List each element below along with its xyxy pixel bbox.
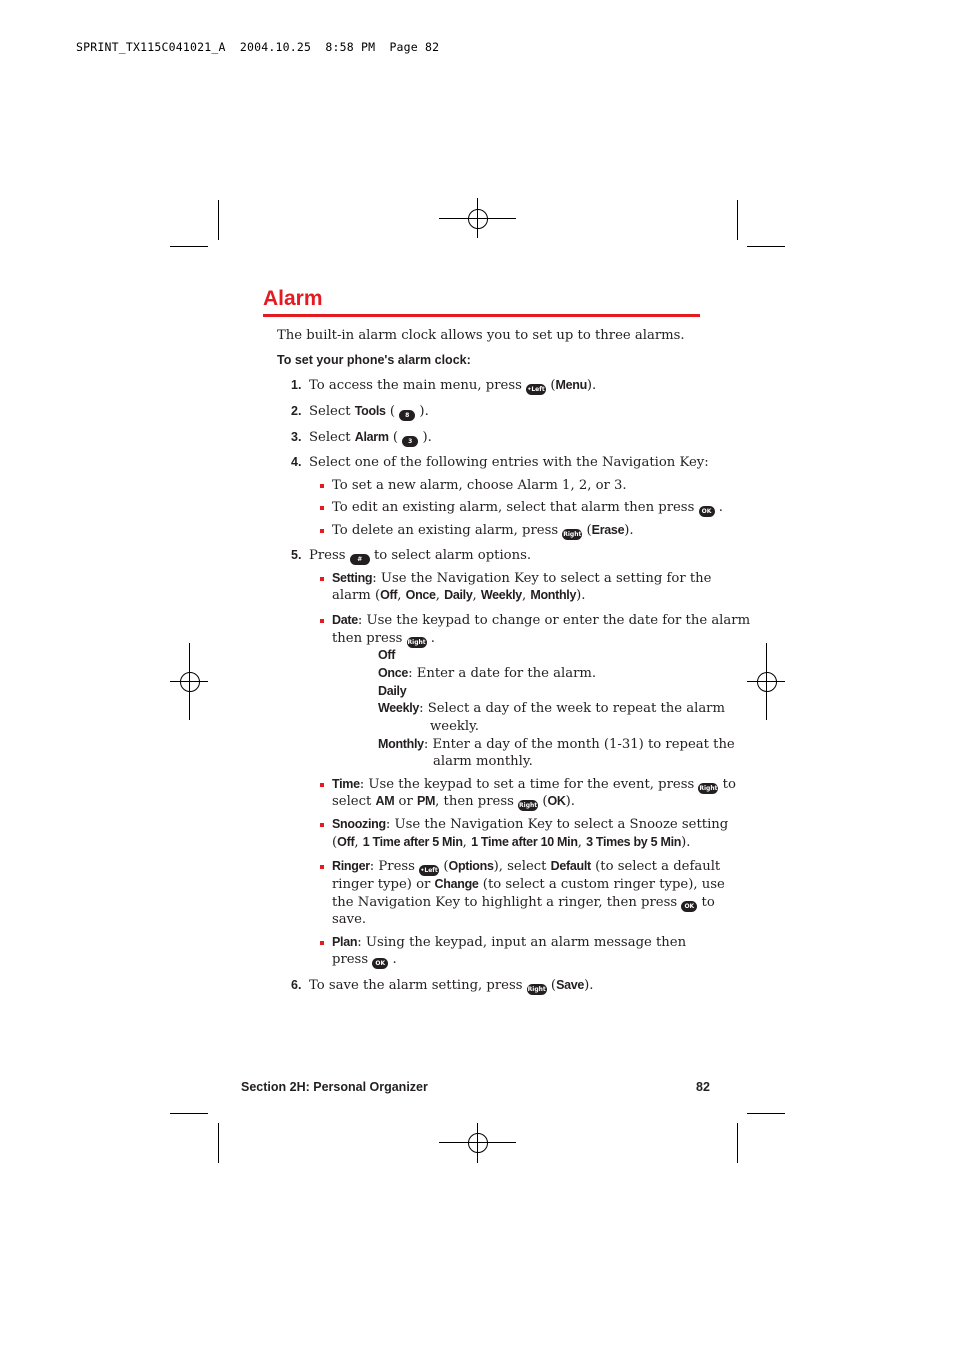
list-item: To edit an existing alarm, select that alarm then press OK . bbox=[332, 500, 723, 515]
title-rule bbox=[263, 314, 700, 317]
bullet-icon bbox=[320, 484, 324, 488]
step-number: 3. bbox=[291, 430, 302, 444]
step-4: Select one of the following entries with the Navigation Key: bbox=[309, 455, 709, 470]
date-monthly-cont: alarm monthly. bbox=[433, 754, 533, 769]
print-header: SPRINT_TX115C041021_A 2004.10.25 8:58 PM Page 82 bbox=[76, 40, 440, 54]
ringer-option: Ringer: Press •Left (Options), select Default (to select a default bbox=[332, 859, 721, 874]
bullet-icon bbox=[320, 529, 324, 533]
date-line-2: then press Right . bbox=[332, 631, 435, 646]
tools-label: Tools bbox=[354, 404, 386, 418]
date-off: Off bbox=[378, 648, 396, 662]
date-daily: Daily bbox=[378, 684, 407, 698]
time-line-2: select AM or PM, then press Right (OK). bbox=[332, 794, 575, 809]
subheading: To set your phone's alarm clock: bbox=[277, 353, 471, 367]
key-8-icon: 8 bbox=[399, 410, 415, 421]
setting-values: alarm (Off, Once, Daily, Weekly, Monthly). bbox=[332, 588, 586, 603]
bullet-icon bbox=[320, 941, 324, 945]
step-6: To save the alarm setting, press Right (Save). bbox=[309, 978, 594, 993]
step-number: 2. bbox=[291, 404, 302, 418]
setting-option: Setting: Use the Navigation Key to select a setting for the bbox=[332, 571, 712, 586]
ringer-line-2: ringer type) or Change (to select a custom ringer type), use bbox=[332, 877, 725, 892]
right-softkey-icon: Right bbox=[407, 639, 426, 646]
footer-section: Section 2H: Personal Organizer bbox=[241, 1080, 428, 1094]
plan-option: Plan: Using the keypad, input an alarm message then bbox=[332, 935, 687, 950]
hash-key-icon: # bbox=[350, 554, 370, 565]
menu-label: Menu bbox=[555, 378, 587, 392]
time-option: Time: Use the keypad to set a time for the event, press Right to bbox=[332, 777, 736, 792]
page-number: 82 bbox=[696, 1080, 710, 1094]
menu-key-icon: •Left bbox=[420, 867, 438, 874]
snoozing-values: (Off, 1 Time after 5 Min, 1 Time after 10 Min, 3 Times by 5 Min). bbox=[332, 835, 691, 850]
bullet-icon bbox=[320, 506, 324, 510]
bullet-icon bbox=[320, 619, 324, 623]
right-softkey-icon: Right bbox=[527, 986, 546, 993]
date-monthly: Monthly: Enter a day of the month (1-31) to repeat the bbox=[378, 737, 735, 752]
intro-text: The built-in alarm clock allows you to set up to three alarms. bbox=[277, 328, 685, 343]
ringer-line-4: save. bbox=[332, 912, 367, 927]
key-3-icon: 3 bbox=[402, 436, 418, 447]
step-3: Select Alarm ( 3 ). bbox=[309, 430, 432, 445]
date-once: Once: Enter a date for the alarm. bbox=[378, 666, 597, 681]
step-number: 4. bbox=[291, 455, 302, 469]
bullet-icon bbox=[320, 823, 324, 827]
date-weekly-cont: weekly. bbox=[430, 719, 479, 734]
right-softkey-icon: Right bbox=[519, 802, 538, 809]
bullet-icon bbox=[320, 865, 324, 869]
ok-key-icon: OK bbox=[699, 506, 715, 517]
menu-key-icon: •Left bbox=[527, 386, 545, 393]
bullet-icon bbox=[320, 783, 324, 787]
ok-key-icon: OK bbox=[372, 958, 388, 969]
right-softkey-icon: Right bbox=[699, 785, 718, 792]
step-5: Press # to select alarm options. bbox=[309, 548, 532, 563]
step-1: To access the main menu, press •Left (Menu). bbox=[309, 378, 597, 393]
step-number: 1. bbox=[291, 378, 302, 392]
plan-line-2: press OK . bbox=[332, 952, 397, 967]
step-number: 6. bbox=[291, 978, 302, 992]
page-title: Alarm bbox=[263, 287, 323, 310]
bullet-icon bbox=[320, 577, 324, 581]
date-weekly: Weekly: Select a day of the week to repeat the alarm bbox=[378, 701, 725, 716]
date-option: Date: Use the keypad to change or enter the date for the alarm bbox=[332, 613, 751, 628]
list-item: To delete an existing alarm, press Right (Erase). bbox=[332, 523, 634, 538]
step-number: 5. bbox=[291, 548, 302, 562]
step-2: Select Tools ( 8 ). bbox=[309, 404, 429, 419]
list-item: To set a new alarm, choose Alarm 1, 2, or 3. bbox=[332, 478, 627, 493]
ringer-line-3: the Navigation Key to highlight a ringer, then press OK to bbox=[332, 895, 715, 910]
snoozing-option: Snoozing: Use the Navigation Key to select a Snooze setting bbox=[332, 817, 729, 832]
step-text: To access the main menu, press bbox=[309, 378, 522, 393]
right-softkey-icon: Right bbox=[563, 531, 582, 538]
ok-key-icon: OK bbox=[681, 901, 697, 912]
alarm-label: Alarm bbox=[354, 430, 389, 444]
